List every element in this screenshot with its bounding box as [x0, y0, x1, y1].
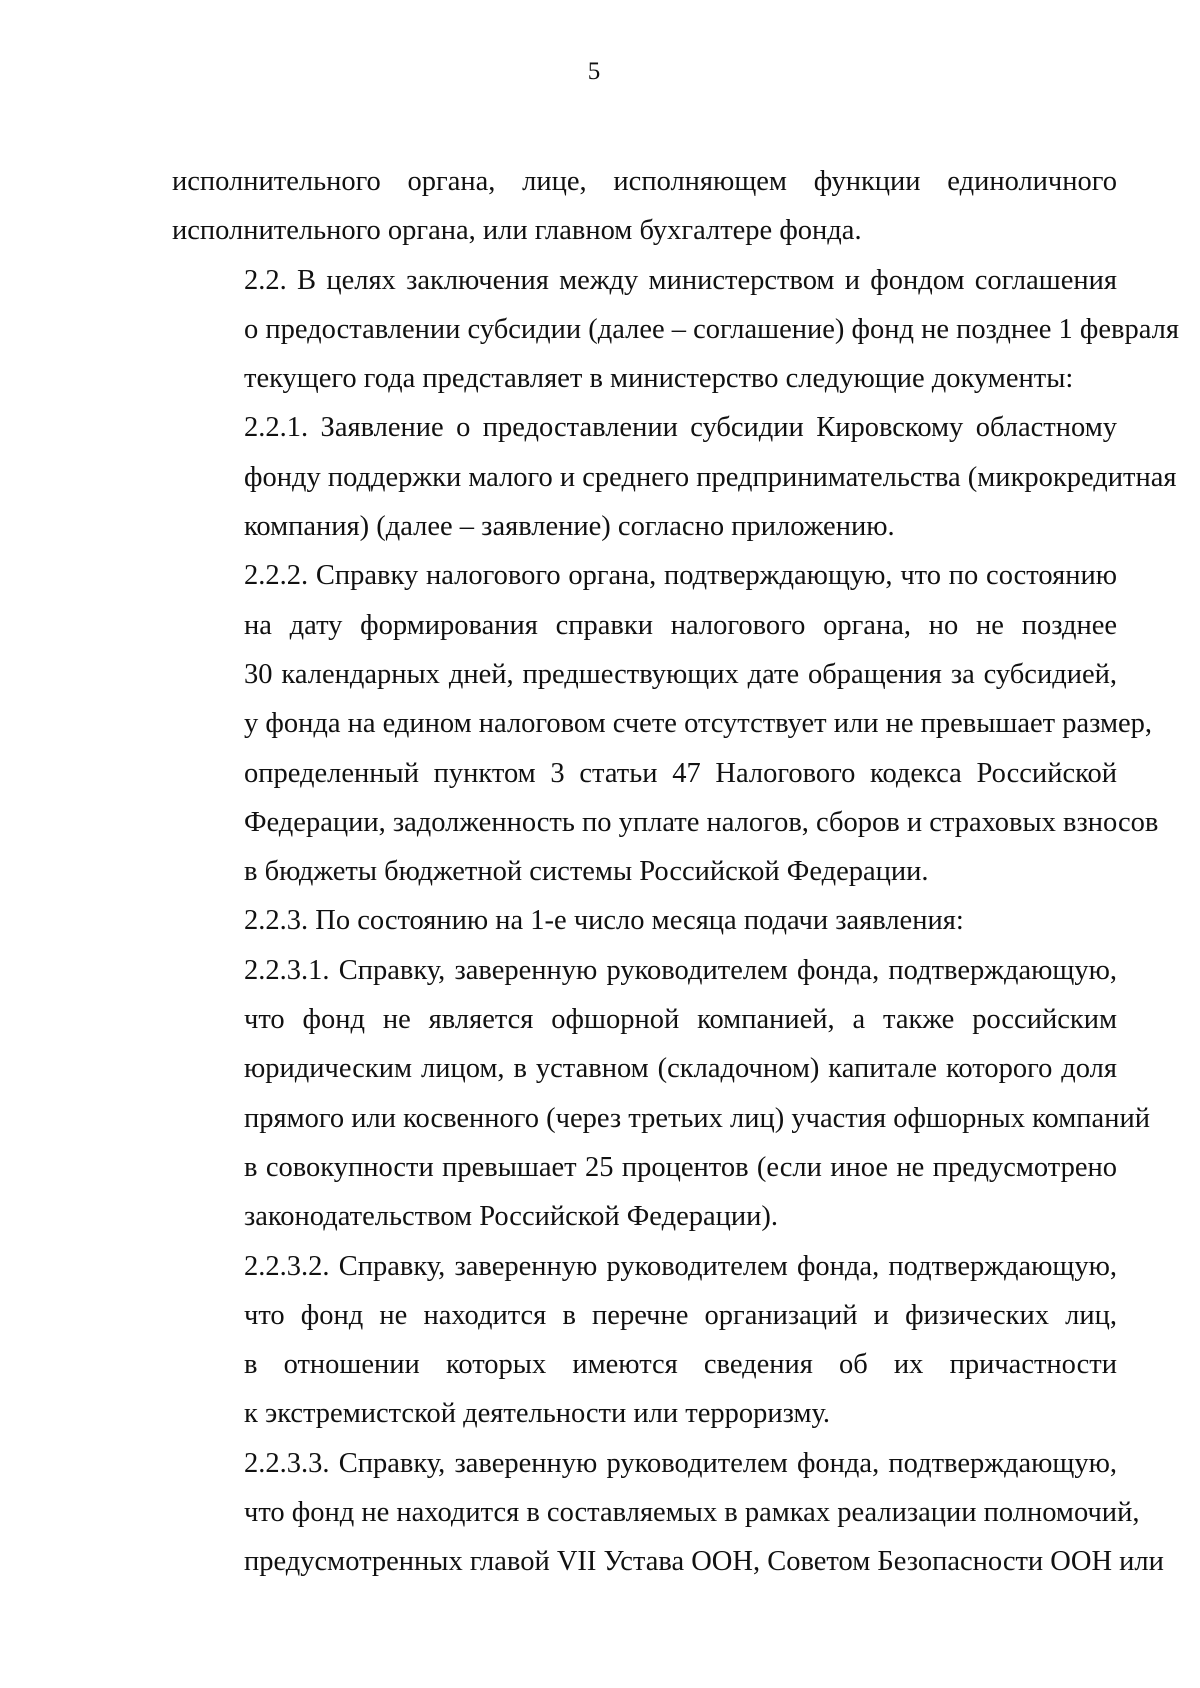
- text-line: 2.2. В целях заключения между министерством и фондом соглашения: [244, 264, 1117, 296]
- paragraph-2-2-3-3: [172, 1439, 1164, 1587]
- text-line: у фонда на едином налоговом счете отсутствует или не превышает размер,: [244, 708, 1153, 740]
- text-line: 2.2.3.3. Справку, заверенную руководителем фонда, подтверждающую,: [244, 1447, 1117, 1479]
- text-line: определенный пунктом 3 статьи 47 Налогового кодекса Российской: [244, 757, 1117, 789]
- page-number: 5: [587, 58, 601, 85]
- text-line: прямого или косвенного (через третьих лиц) участия офшорных компаний: [244, 1102, 1150, 1134]
- text-line: фонду поддержки малого и среднего предпринимательства (микрокредитная: [244, 461, 1177, 493]
- paragraph-2-2-3: [172, 896, 1117, 945]
- paragraph-continuation: [172, 157, 1117, 256]
- document-body: [172, 157, 1179, 1587]
- text-line: на дату формирования справки налогового органа, но не позднее: [244, 609, 1117, 641]
- text-line: исполнительного органа, или главном бухгалтере фонда.: [172, 215, 862, 247]
- paragraph-2-2-1: [172, 403, 1177, 551]
- paragraph-2-2-3-2: [172, 1242, 1117, 1439]
- text-line: что фонд не является офшорной компанией, а также российским: [244, 1004, 1117, 1036]
- text-line: в совокупности превышает 25 процентов (если иное не предусмотрено: [244, 1151, 1117, 1183]
- text-line: 2.2.3.2. Справку, заверенную руководителем фонда, подтверждающую,: [244, 1250, 1117, 1282]
- text-line: о предоставлении субсидии (далее – соглашение) фонд не позднее 1 февраля: [244, 313, 1179, 345]
- paragraph-2-2-3-1: [172, 946, 1150, 1242]
- text-line: что фонд не находится в составляемых в рамках реализации полномочий,: [244, 1497, 1140, 1529]
- text-line: в отношении которых имеются сведения об их причастности: [244, 1349, 1117, 1381]
- text-line: компания) (далее – заявление) согласно приложению.: [244, 511, 895, 543]
- text-line: законодательством Российской Федерации).: [244, 1201, 778, 1233]
- text-line: к экстремистской деятельности или терроризму.: [244, 1398, 831, 1430]
- text-line: 2.2.1. Заявление о предоставлении субсидии Кировскому областному: [244, 412, 1117, 444]
- text-line: исполнительного органа, лице, исполняющем функции единоличного: [172, 166, 1117, 197]
- paragraph-2-2: [172, 256, 1179, 404]
- text-line: 2.2.3. По состоянию на 1-е число месяца подачи заявления:: [244, 905, 964, 937]
- text-line: 2.2.3.1. Справку, заверенную руководителем фонда, подтверждающую,: [244, 954, 1117, 986]
- text-line: текущего года представляет в министерство следующие документы:: [244, 363, 1074, 395]
- text-line: в бюджеты бюджетной системы Российской Федерации.: [244, 856, 929, 888]
- text-line: юридическим лицом, в уставном (складочном) капитале которого доля: [244, 1053, 1117, 1085]
- paragraph-2-2-2: [172, 551, 1159, 896]
- text-line: Федерации, задолженность по уплате налогов, сборов и страховых взносов: [244, 806, 1159, 838]
- text-line: 30 календарных дней, предшествующих дате обращения за субсидией,: [244, 658, 1117, 690]
- text-line: предусмотренных главой VII Устава ООН, Советом Безопасности ООН или: [244, 1546, 1164, 1578]
- text-line: 2.2.2. Справку налогового органа, подтверждающую, что по состоянию: [244, 560, 1117, 592]
- text-line: что фонд не находится в перечне организаций и физических лиц,: [244, 1299, 1117, 1331]
